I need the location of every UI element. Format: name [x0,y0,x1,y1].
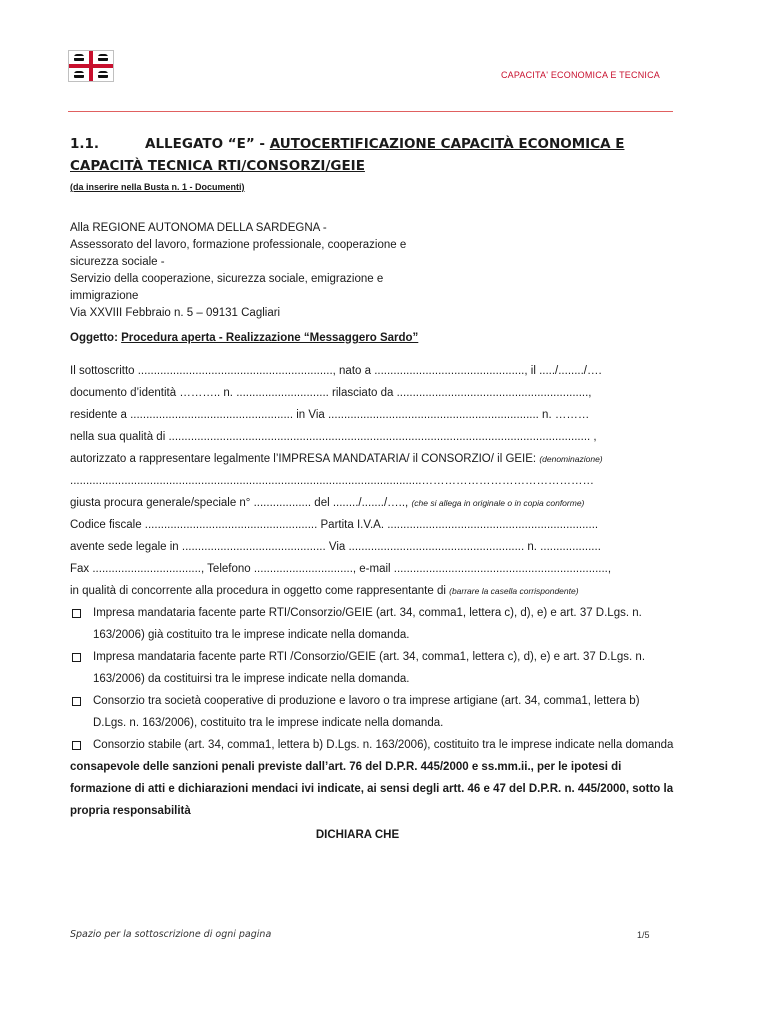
option-label: Impresa mandataria facente parte RTI/Consorzio/GEIE (art. 34, comma1, lettera c), d), e) e art. 37 D.Lgs. n. 163/2006) già costituito tra le imprese indicate nella domanda. [93,607,642,641]
address-line: Servizio della cooperazione, sicurezza sociale, emigrazione e [70,273,384,285]
document-title [70,133,670,177]
form-row-qualita: nella sua qualità di .................................................................................................................................... , [70,431,597,443]
header-section-label: CAPACITA' ECONOMICA E TECNICA [500,70,660,80]
address-line: Assessorato del lavoro, formazione professionale, cooperazione e [70,239,407,251]
option-consorzio-cooperative[interactable] [70,690,675,734]
subject-text: Procedura aperta - Realizzazione “Messaggero Sardo” [121,332,419,344]
form-row-residente: residente a ................................................... in Via .................................................................. n. ……… [70,409,590,421]
form-row-dots: ..............................................................................................................……………………………………… [70,475,594,487]
title-underlined: AUTOCERTIFICAZIONE CAPACITÀ ECONOMICA E CAPACITÀ TECNICA RTI/CONSORZI/GEIE [70,136,625,174]
declaration-paragraph: consapevole delle sanzioni penali previste dall’art. 76 del D.P.R. 445/2000 e ss.mm.ii., per le ipotesi di formazione di atti e dichiarazioni mendaci ivi indicate, ai sensi degli artt. 46 e 47 del D.P.R. n. 445/2000, sotto la propria responsabilità [70,761,674,817]
option-label: Consorzio tra società cooperative di produzione e lavoro o tra imprese artigiane (art. 34, comma1, lettera b) D.Lgs. n. 163/2006), costituito tra le imprese indicate nella domanda. [93,695,640,729]
subject-line [70,332,418,344]
option-label: Consorzio stabile (art. 34, comma1, lettera b) D.Lgs. n. 163/2006), costituito tra le imprese indicate nella domanda [93,739,674,751]
empty-checkbox-icon[interactable] [72,697,81,706]
header-divider [68,111,673,112]
empty-checkbox-icon[interactable] [72,741,81,750]
address-line: sicurezza sociale - [70,256,165,268]
address-line: Alla REGIONE AUTONOMA DELLA SARDEGNA - [70,222,327,234]
procura-text: giusta procura generale/speciale n° .................. del ......../......./….., [70,497,412,509]
form-row-documento: documento d’identità ……….. n. ............................. rilasciato da ............................................................, [70,387,592,399]
option-rti-costituendo[interactable] [70,646,675,690]
autorizzato-text: autorizzato a rappresentare legalmente l’IMPRESA MANDATARIA/ il CONSORZIO/ il GEIE: [70,453,540,465]
title-lead: ALLEGATO “E” - [145,136,270,152]
form-row-codice-fiscale: Codice fiscale ...................................................... Partita I.V.A. .................................................................. [70,519,599,531]
barrare-note: (barrare la casella corrispondente) [449,586,579,596]
form-row-autorizzato [70,448,675,470]
title-number: 1.1. [70,136,100,152]
form-row-qualita-concorrente [70,580,675,602]
option-label: Impresa mandataria facente parte RTI /Consorzio/GEIE (art. 34, comma1, lettera c), d), e) e art. 37 D.Lgs. n. 163/2006) da costituirsi tra le imprese indicate nella domanda. [93,651,646,685]
subject-label: Oggetto: [70,332,122,344]
declaration-form [70,360,675,846]
footer-signature-note: Spazio per la sottoscrizione di ogni pagina [70,929,272,940]
denominazione-note: (denominazione) [539,454,603,464]
form-row-procura [70,492,675,514]
empty-checkbox-icon[interactable] [72,653,81,662]
dichiara-heading: DICHIARA CHE [315,829,400,841]
address-line: Via XXVIII Febbraio n. 5 – 09131 Cagliari [70,307,281,319]
form-row-sede-legale: avente sede legale in ............................................. Via ....................................................... n. ................... [70,541,601,553]
sardinia-flag-logo-icon [68,50,114,82]
option-consorzio-stabile[interactable] [70,734,675,756]
option-rti-costituito[interactable] [70,602,675,646]
empty-checkbox-icon[interactable] [72,609,81,618]
title-subtitle: (da inserire nella Busta n. 1 - Documenti) [70,182,245,192]
procura-note: (che si allega in originale o in copia conforme) [411,498,585,508]
address-line: immigrazione [70,290,139,302]
page-number: 1/5 [637,930,650,940]
concorrente-text: in qualità di concorrente alla procedura in oggetto come rappresentante di [70,585,450,597]
recipient-address [70,220,406,322]
form-row-contatti: Fax .................................., Telefono ..............................., e-mail ..................................................................., [70,563,612,575]
form-row-sottoscritto: Il sottoscritto ............................................................., nato a ..............................................., il ...../......../…. [70,365,602,377]
